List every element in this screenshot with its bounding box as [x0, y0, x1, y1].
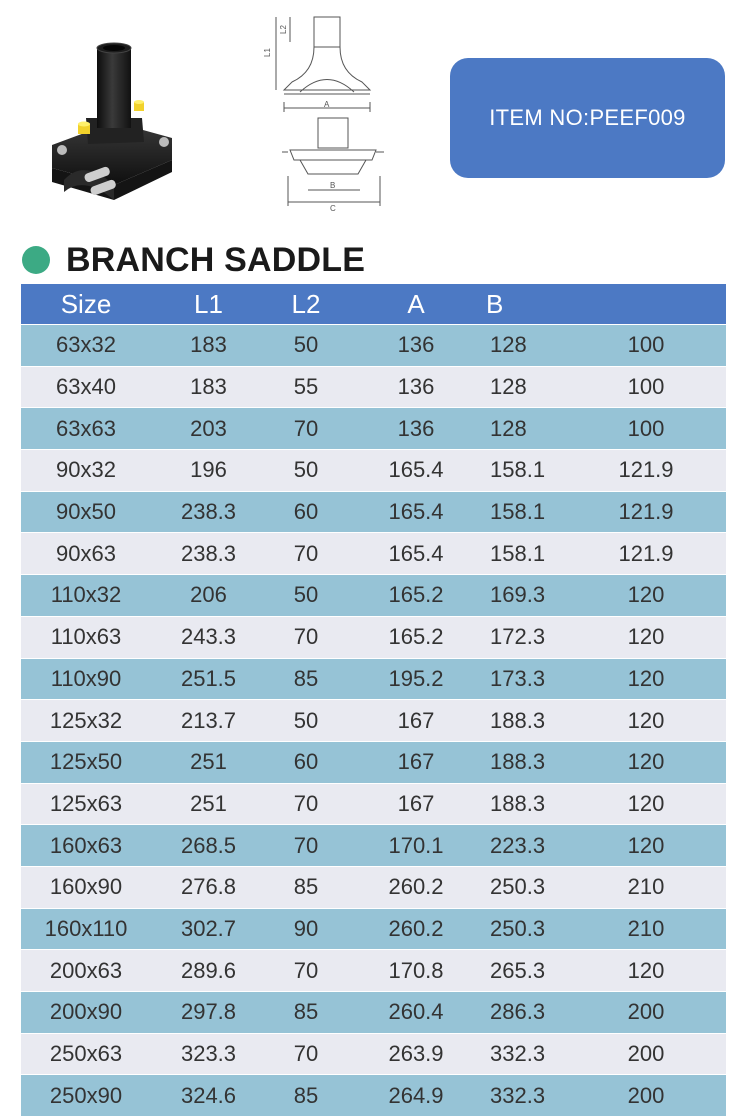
table-cell: 263.9 — [346, 1033, 486, 1075]
table-cell: 250.3 — [486, 866, 566, 908]
table-cell: 100 — [566, 408, 726, 450]
table-cell: 121.9 — [566, 491, 726, 533]
branch-saddle-product-image — [44, 40, 189, 215]
table-cell: 183 — [151, 325, 266, 367]
table-cell: 50 — [266, 700, 346, 742]
table-cell: 323.3 — [151, 1033, 266, 1075]
table-row — [21, 325, 726, 367]
table-cell: 250x63 — [21, 1033, 151, 1075]
item-number-badge — [450, 58, 725, 178]
table-cell: 238.3 — [151, 533, 266, 575]
l1-dimension-label: L1 — [263, 48, 272, 57]
table-cell: 172.3 — [486, 616, 566, 658]
column-header-a: A — [346, 284, 486, 325]
table-cell: 125x63 — [21, 783, 151, 825]
table-cell: 200x63 — [21, 950, 151, 992]
table-cell: 128 — [486, 325, 566, 367]
table-cell: 121.9 — [566, 533, 726, 575]
header-area — [0, 0, 750, 230]
table-cell: 128 — [486, 366, 566, 408]
table-cell: 165.4 — [346, 450, 486, 492]
table-cell: 213.7 — [151, 700, 266, 742]
table-row — [21, 450, 726, 492]
table-cell: 200 — [566, 1033, 726, 1075]
table-row — [21, 408, 726, 450]
table-row — [21, 908, 726, 950]
table-cell: 238.3 — [151, 491, 266, 533]
table-row — [21, 1033, 726, 1075]
table-cell: 85 — [266, 658, 346, 700]
table-cell: 120 — [566, 950, 726, 992]
table-cell: 160x90 — [21, 866, 151, 908]
page-title: BRANCH SADDLE — [66, 241, 365, 280]
table-cell: 210 — [566, 908, 726, 950]
table-cell: 60 — [266, 491, 346, 533]
table-cell: 50 — [266, 325, 346, 367]
table-cell: 128 — [486, 408, 566, 450]
table-cell: 200x90 — [21, 992, 151, 1034]
table-cell: 251.5 — [151, 658, 266, 700]
table-cell: 70 — [266, 950, 346, 992]
table-cell: 167 — [346, 700, 486, 742]
table-cell: 276.8 — [151, 866, 266, 908]
table-row — [21, 658, 726, 700]
table-cell: 188.3 — [486, 700, 566, 742]
dimensions-table — [21, 284, 726, 1116]
table-cell: 50 — [266, 450, 346, 492]
table-cell: 50 — [266, 575, 346, 617]
table-cell: 196 — [151, 450, 266, 492]
table-cell: 160x63 — [21, 825, 151, 867]
table-cell: 63x40 — [21, 366, 151, 408]
table-cell: 265.3 — [486, 950, 566, 992]
table-cell: 55 — [266, 366, 346, 408]
table-cell: 332.3 — [486, 1033, 566, 1075]
table-cell: 188.3 — [486, 741, 566, 783]
table-cell: 200 — [566, 992, 726, 1034]
table-cell: 120 — [566, 700, 726, 742]
table-cell: 70 — [266, 825, 346, 867]
table-row — [21, 366, 726, 408]
table-cell: 136 — [346, 325, 486, 367]
table-cell: 120 — [566, 658, 726, 700]
table-cell: 120 — [566, 575, 726, 617]
table-cell: 85 — [266, 992, 346, 1034]
table-cell: 160x110 — [21, 908, 151, 950]
table-row — [21, 491, 726, 533]
table-cell: 158.1 — [486, 533, 566, 575]
table-cell: 60 — [266, 741, 346, 783]
l2-dimension-label: L2 — [279, 25, 288, 34]
table-cell: 167 — [346, 741, 486, 783]
table-cell: 260.2 — [346, 866, 486, 908]
column-header-size: Size — [21, 284, 151, 325]
table-cell: 136 — [346, 366, 486, 408]
table-cell: 70 — [266, 783, 346, 825]
table-cell: 100 — [566, 325, 726, 367]
table-cell: 125x50 — [21, 741, 151, 783]
table-cell: 165.2 — [346, 616, 486, 658]
table-cell: 268.5 — [151, 825, 266, 867]
table-cell: 286.3 — [486, 992, 566, 1034]
table-header-row — [21, 284, 726, 325]
table-cell: 165.4 — [346, 533, 486, 575]
table-cell: 120 — [566, 783, 726, 825]
section-heading — [22, 240, 365, 280]
table-row — [21, 825, 726, 867]
table-cell: 90 — [266, 908, 346, 950]
table-cell: 125x32 — [21, 700, 151, 742]
column-header-l1: L1 — [151, 284, 266, 325]
table-row — [21, 992, 726, 1034]
table-cell: 158.1 — [486, 491, 566, 533]
table-cell: 70 — [266, 533, 346, 575]
table-cell: 85 — [266, 866, 346, 908]
table-row — [21, 616, 726, 658]
table-cell: 203 — [151, 408, 266, 450]
technical-drawing-side-view — [262, 12, 402, 112]
green-dot-icon — [22, 246, 50, 274]
table-cell: 243.3 — [151, 616, 266, 658]
table-row — [21, 783, 726, 825]
table-row — [21, 700, 726, 742]
table-cell: 250x90 — [21, 1075, 151, 1116]
column-header-c — [566, 284, 726, 325]
table-cell: 195.2 — [346, 658, 486, 700]
table-row — [21, 575, 726, 617]
table-cell: 206 — [151, 575, 266, 617]
table-cell: 70 — [266, 408, 346, 450]
technical-drawing-front-view — [280, 112, 390, 212]
table-cell: 110x32 — [21, 575, 151, 617]
table-cell: 250.3 — [486, 908, 566, 950]
table-row — [21, 741, 726, 783]
table-cell: 169.3 — [486, 575, 566, 617]
table-cell: 120 — [566, 616, 726, 658]
table-cell: 302.7 — [151, 908, 266, 950]
table-cell: 100 — [566, 366, 726, 408]
table-cell: 120 — [566, 741, 726, 783]
table-cell: 70 — [266, 1033, 346, 1075]
table-cell: 324.6 — [151, 1075, 266, 1116]
table-cell: 120 — [566, 825, 726, 867]
table-cell: 136 — [346, 408, 486, 450]
table-cell: 297.8 — [151, 992, 266, 1034]
table-cell: 167 — [346, 783, 486, 825]
table-cell: 251 — [151, 783, 266, 825]
table-cell: 110x90 — [21, 658, 151, 700]
table-cell: 121.9 — [566, 450, 726, 492]
table-cell: 63x63 — [21, 408, 151, 450]
table-cell: 260.4 — [346, 992, 486, 1034]
table-cell: 173.3 — [486, 658, 566, 700]
table-cell: 289.6 — [151, 950, 266, 992]
table-cell: 90x63 — [21, 533, 151, 575]
table-row — [21, 950, 726, 992]
table-cell: 110x63 — [21, 616, 151, 658]
table-cell: 85 — [266, 1075, 346, 1116]
table-cell: 165.4 — [346, 491, 486, 533]
table-cell: 158.1 — [486, 450, 566, 492]
column-header-l2: L2 — [266, 284, 346, 325]
table-cell: 264.9 — [346, 1075, 486, 1116]
a-dimension-label: A — [324, 100, 330, 109]
table-cell: 63x32 — [21, 325, 151, 367]
table-body — [21, 325, 726, 1116]
table-cell: 332.3 — [486, 1075, 566, 1116]
table-cell: 188.3 — [486, 783, 566, 825]
table-cell: 183 — [151, 366, 266, 408]
table-cell: 170.8 — [346, 950, 486, 992]
table-cell: 70 — [266, 616, 346, 658]
table-row — [21, 533, 726, 575]
table-cell: 251 — [151, 741, 266, 783]
table-cell: 200 — [566, 1075, 726, 1116]
table-cell: 210 — [566, 866, 726, 908]
table-cell: 223.3 — [486, 825, 566, 867]
table-cell: 260.2 — [346, 908, 486, 950]
table-row — [21, 1075, 726, 1116]
b-dimension-label: B — [330, 181, 335, 190]
table-cell: 170.1 — [346, 825, 486, 867]
table-cell: 90x50 — [21, 491, 151, 533]
item-number-text: ITEM NO:PEEF009 — [489, 105, 685, 131]
table-row — [21, 866, 726, 908]
table-cell: 165.2 — [346, 575, 486, 617]
column-header-b: B — [486, 284, 566, 325]
table-cell: 90x32 — [21, 450, 151, 492]
c-dimension-label: C — [330, 204, 336, 212]
